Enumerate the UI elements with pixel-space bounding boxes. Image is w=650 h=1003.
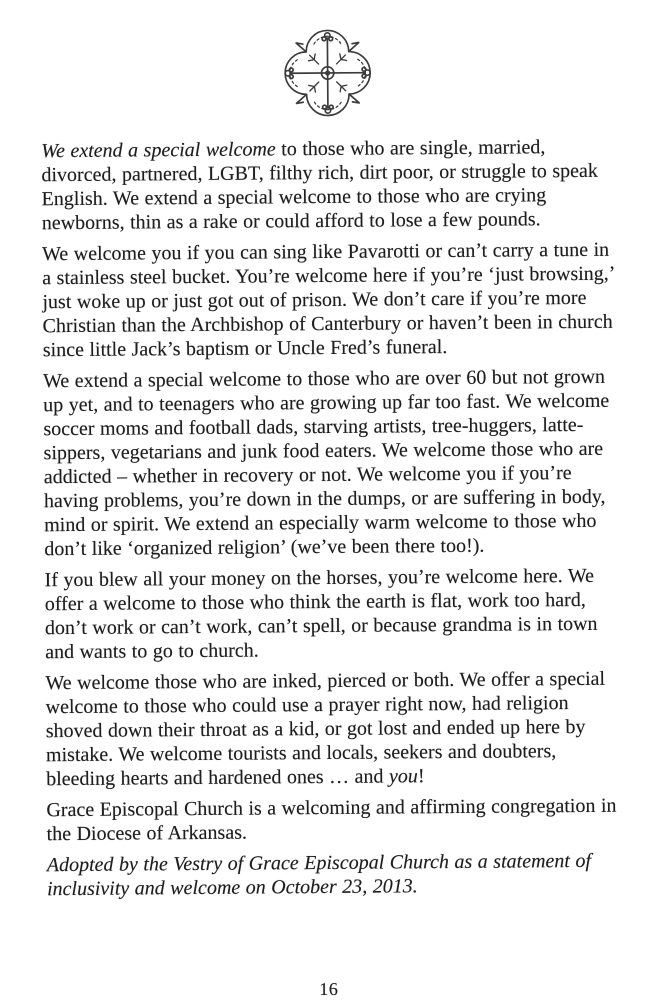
paragraph [41,135,614,235]
paragraph [42,238,615,362]
body-text [41,135,619,901]
text-segment: We welcome you if you can sing like Pavarotti or can’t carry a tune in a stainless steel bucket. You’re welcome here if you’re ‘just browsing,’ just woke up or just got out of prison. We don’t care if you’re more Christian than the Archbishop of Canterbury or haven’t been in church since little Jack’s baptism or Uncle Fred’s funeral. [41,238,615,362]
cross-fleury-quatrefoil-ornament-icon [271,26,384,121]
italic-text-segment: We extend a special welcome [41,138,276,163]
text-segment: to those who are single, married, divorced, partnered, LGBT, filthy rich, dirt poor, or struggle to speak English. We extend a special welcome to those who are crying newborns, thin as a rake or could afford to lose a few pounds. [41,136,598,235]
text-segment: We extend a special welcome to those who are over 60 but not grown up yet, and to teenagers who are growing up far too fast. We welcome soccer moms and football dads, starving artists, tree-huggers, latte-sippers, vegetarians and junk food eaters. We welcome those who are addicted – whether in recovery or not. We welcome you if you’re having problems, you’re down in the dumps, or are suffering in body, mind or spirit. We extend an especially warm welcome to those who don’t like ‘organized religion’ (we’ve been there too!). [42,365,610,561]
ornament-container [0,23,647,122]
italic-text-segment: Adopted by the Vestry of Grace Episcopal Church as a statement of inclusivity and welcome on October 23, 2013. [46,849,592,901]
text-segment: ! [417,765,425,788]
paragraph [45,564,618,664]
text-segment: If you blew all your money on the horses, you’re welcome here. We offer a welcome to those who think the earth is flat, work too hard, don’t work or can’t work, can’t spell, or because grandma is in town and wants to go to church. [44,564,598,664]
page-number: 16 [319,978,339,1000]
paragraph [43,365,616,561]
text-segment: Grace Episcopal Church is a welcoming and affirming congregation in the Diocese of Arkansas. [46,794,617,846]
paragraph [45,667,618,791]
paragraph [47,849,619,901]
paragraph [46,794,618,846]
italic-text-segment: you [388,765,418,788]
text-segment: We welcome those who are inked, pierced or both. We offer a special welcome to those who could use a prayer right now, had religion shoved down their throat as a kid, or got lost and ended up here by mistake. We welcome tourists and locals, seekers and doubters, bleeding hearts and hardened ones … and [45,667,606,791]
